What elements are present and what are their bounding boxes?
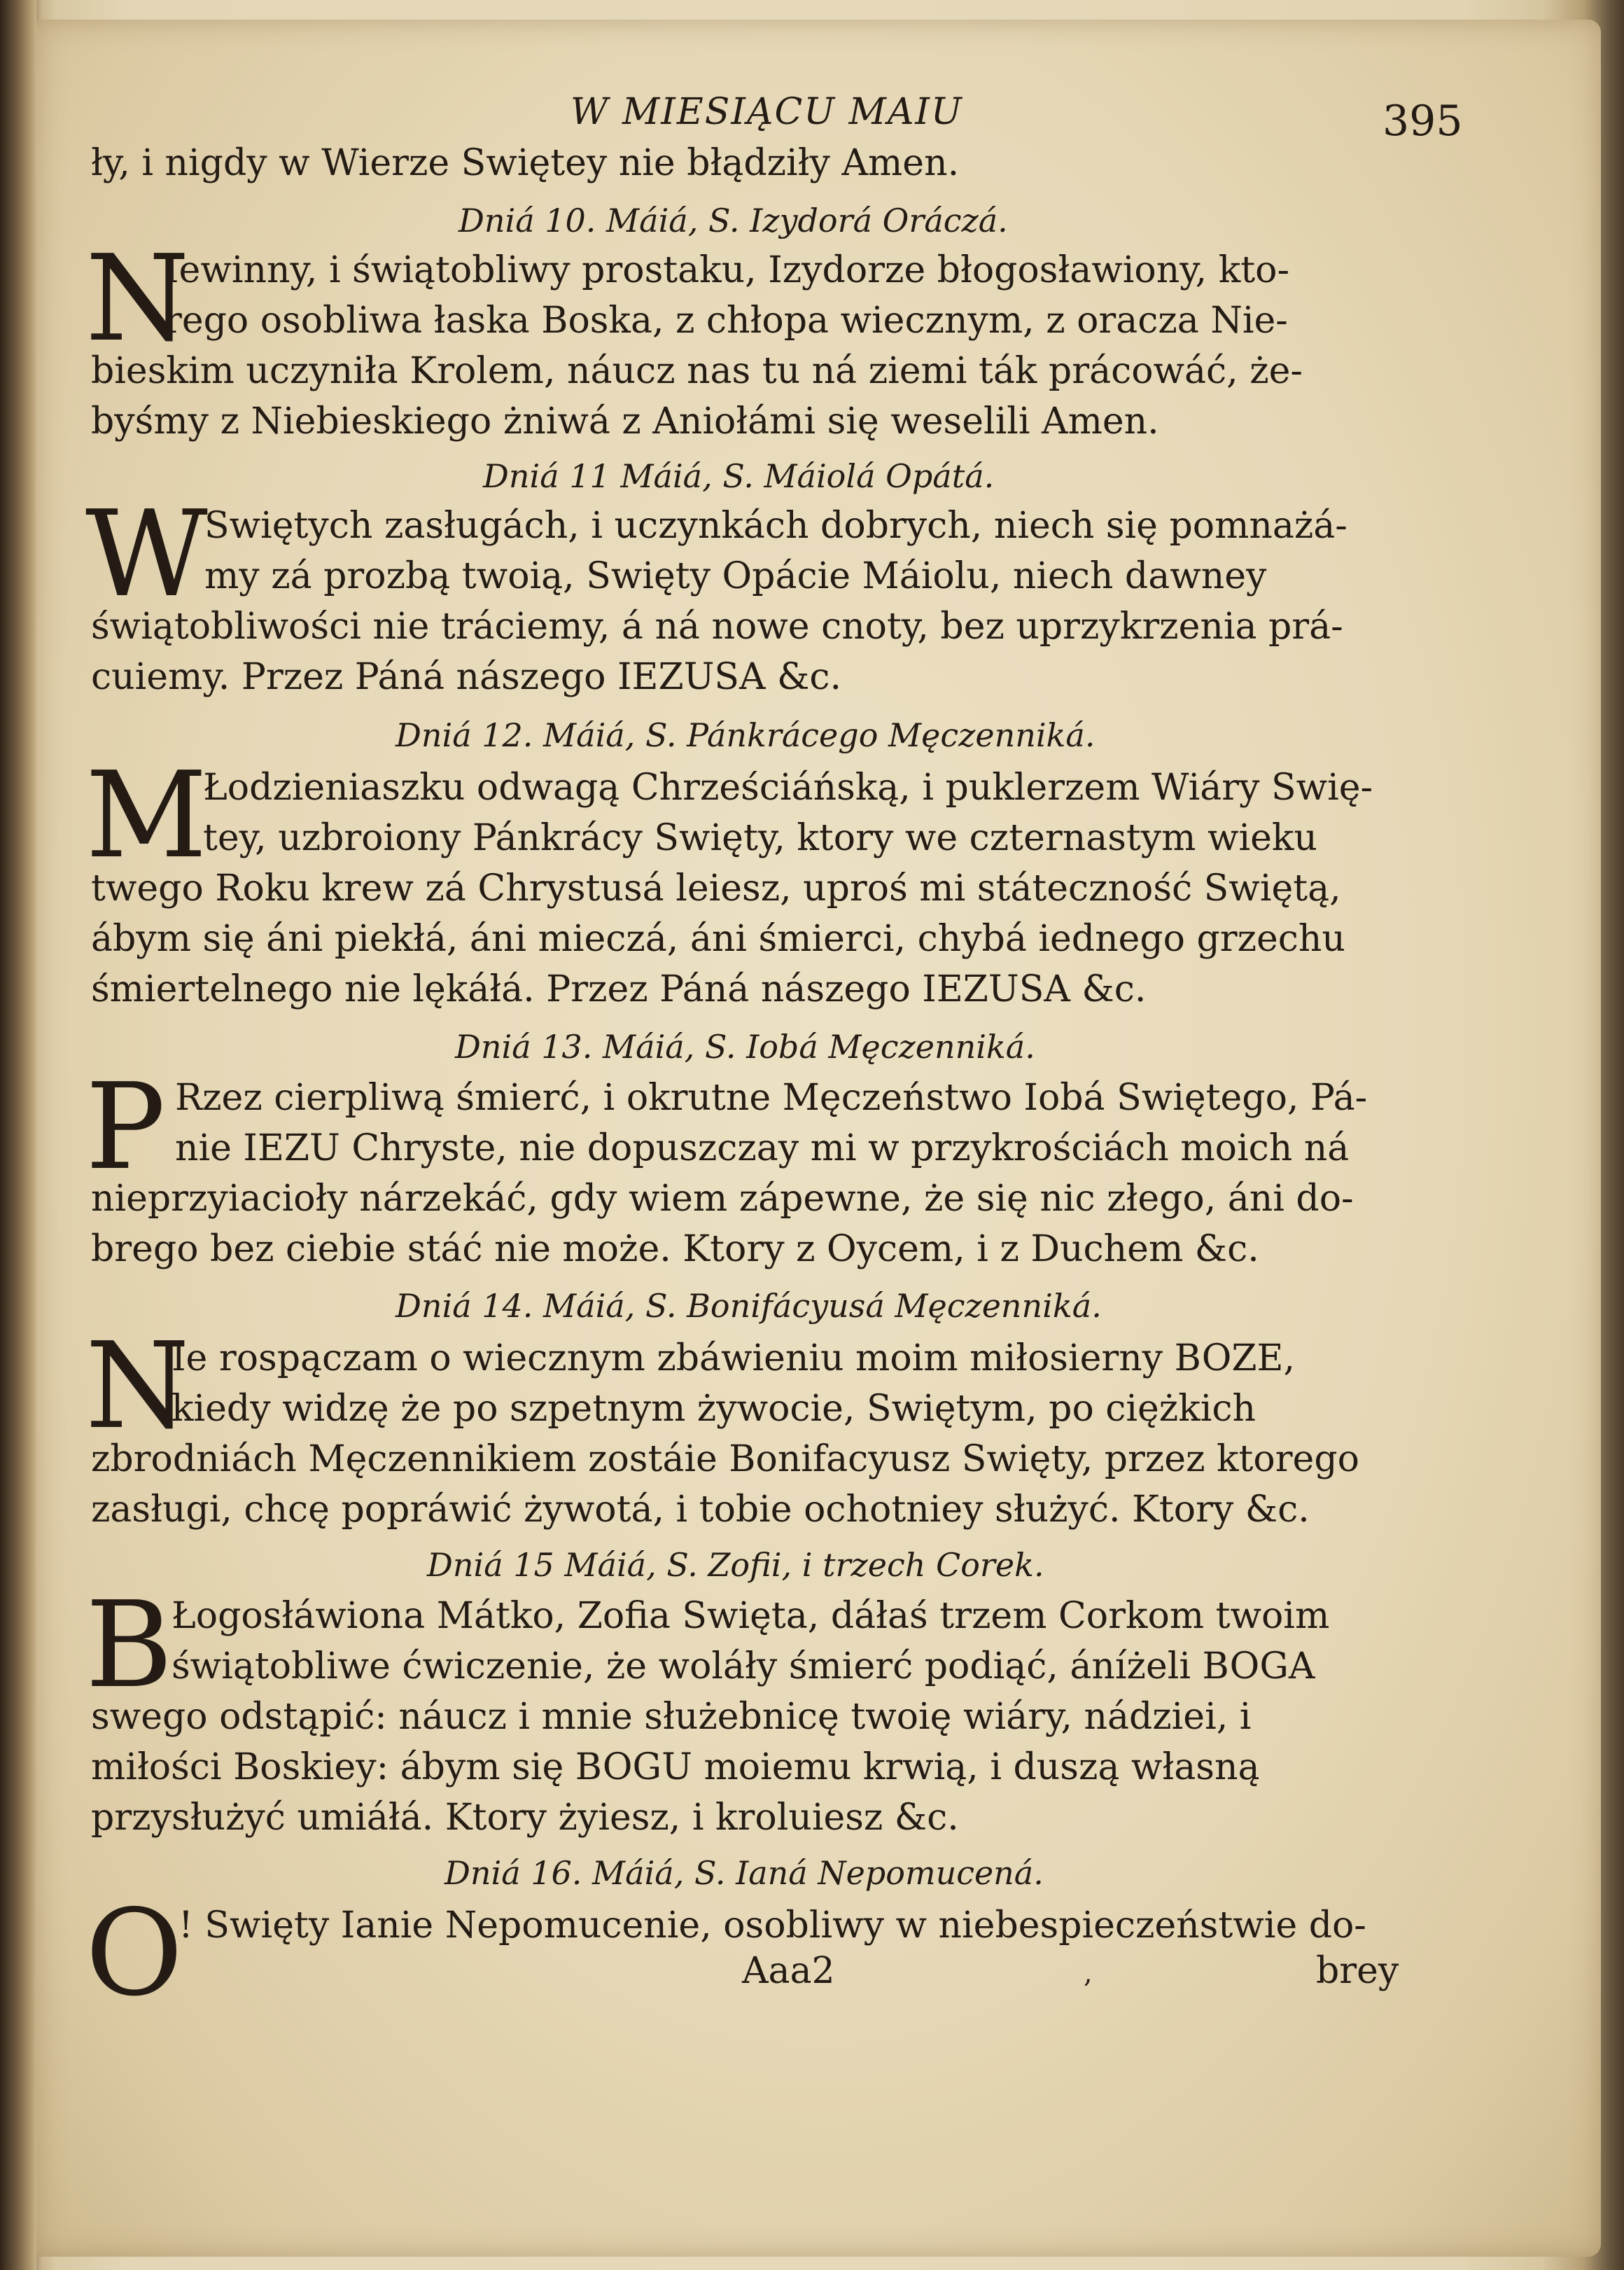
text-line: śmiertelnego nie lękáłá. Przez Páná nászego IEZUSA &c. (91, 968, 1147, 1010)
text-line: Ie rospączam o wiecznym zbáwieniu moim miłosierny BOZE, (172, 1337, 1296, 1379)
drop-initial: N (85, 230, 190, 368)
text-line: Swiętych zasługách, i uczynkách dobrych, niech się pomnażá- (204, 505, 1348, 547)
text-line: swego odstąpić: náucz i mnie służebnicę twoię wiáry, nádziei, i (91, 1696, 1252, 1738)
text-line: ły, i nigdy w Wierze Swiętey nie błądziły Amen. (91, 142, 960, 184)
feast-heading: Dniá 15 Máiá, S. Zofii, i trzech Corek. (427, 1546, 1044, 1584)
text-line: świątobliwe ćwiczenie, że woláły śmierć podiąć, áníżeli BOGA (172, 1645, 1315, 1687)
text-line: przysłużyć umiáłá. Ktory żyiesz, i kroluiesz &c. (91, 1797, 959, 1839)
drop-initial: M (85, 746, 208, 885)
drop-initial: B (85, 1576, 173, 1715)
drop-initial: N (85, 1317, 190, 1456)
text-line: tey, uzbroiony Pánkrácy Swięty, ktory we czternastym wieku (203, 817, 1317, 859)
signature-mark: Aaa2 (742, 1950, 835, 1992)
text-line: my zá prozbą twoią, Swięty Opácie Máiolu, niech dawney (204, 555, 1267, 597)
feast-heading: Dniá 12. Máiá, S. Pánkrácego Męczenniká. (396, 716, 1096, 754)
text-line: zasługi, chcę popráwić żywotá, i tobie ochotniey służyć. Ktory &c. (91, 1489, 1310, 1531)
feast-heading: Dniá 13. Máiá, S. Iobá Męczenniká. (455, 1028, 1035, 1066)
text-line: byśmy z Niebieskiego żniwá z Aniołámi się weselili Amen. (91, 401, 1159, 443)
text-line: ábym się áni piekłá, áni mieczá, áni śmierci, chybá iednego grzechu (91, 918, 1345, 960)
text-line: Łogosłáwiona Mátko, Zofia Swięta, dáłaś trzem Corkom twoim (172, 1595, 1330, 1637)
text-line: Rzez cierpliwą śmierć, i okrutne Męczeństwo Iobá Swiętego, Pá- (175, 1077, 1368, 1119)
ink-mark: , (1084, 1957, 1093, 1989)
text-line: bieskim uczyniła Krolem, náucz nas tu ná ziemi ták prácowáć, że- (91, 350, 1303, 392)
page-number: 395 (1382, 97, 1463, 146)
text-line: Łodzieniaszku odwagą Chrześciáńską, i puklerzem Wiáry Swię- (203, 767, 1373, 809)
running-title: W MIESIĄCU MAIU (570, 91, 963, 133)
text-line: miłości Boskiey: ábym się BOGU moiemu krwią, i duszą własną (91, 1746, 1260, 1788)
text-line: Iewinny, i świątobliwy prostaku, Izydorze błogosławiony, kto- (164, 249, 1290, 291)
text-line: brego bez ciebie stáć nie może. Ktory z Oycem, i z Duchem &c. (91, 1228, 1259, 1270)
feast-heading: Dniá 10. Máiá, S. Izydorá Oráczá. (458, 202, 1008, 239)
feast-heading: Dniá 14. Máiá, S. Bonifácyusá Męczenniká. (396, 1287, 1102, 1325)
text-line: świątobliwości nie tráciemy, á ná nowe cnoty, bez uprzykrzenia prá- (91, 606, 1343, 648)
drop-initial: P (85, 1058, 166, 1197)
text-line: nie IEZU Chryste, nie dopuszczay mi w przykrościách moich ná (175, 1127, 1350, 1169)
text-line: zbrodniách Męczennikiem zostáie Bonifacyusz Swięty, przez ktorego (91, 1438, 1359, 1480)
text-line: twego Roku krew zá Chrystusá leiesz, uproś mi státeczność Swiętą, (91, 868, 1341, 910)
feast-heading: Dniá 11 Máiá, S. Máiolá Opátá. (483, 457, 995, 495)
text-line: kiedy widzę że po szpetnym żywocie, Swiętym, po ciężkich (172, 1388, 1256, 1430)
feast-heading: Dniá 16. Máiá, S. Ianá Nepomucená. (444, 1854, 1044, 1892)
text-line: cuiemy. Przez Páná nászego IEZUSA &c. (91, 656, 842, 698)
text-line: rego osobliwa łaska Boska, z chłopa wiecznym, z oracza Nie- (164, 300, 1288, 342)
text-line: ! Swięty Ianie Nepomucenie, osobliwy w niebespieczeństwie do- (178, 1905, 1366, 1947)
drop-initial: W (85, 485, 208, 624)
text-line: nieprzyiacioły nárzekáć, gdy wiem zápewne, że się nic złego, áni do- (91, 1178, 1354, 1220)
catchword: brey (1316, 1950, 1399, 1992)
drop-initial: O (85, 1884, 183, 2023)
